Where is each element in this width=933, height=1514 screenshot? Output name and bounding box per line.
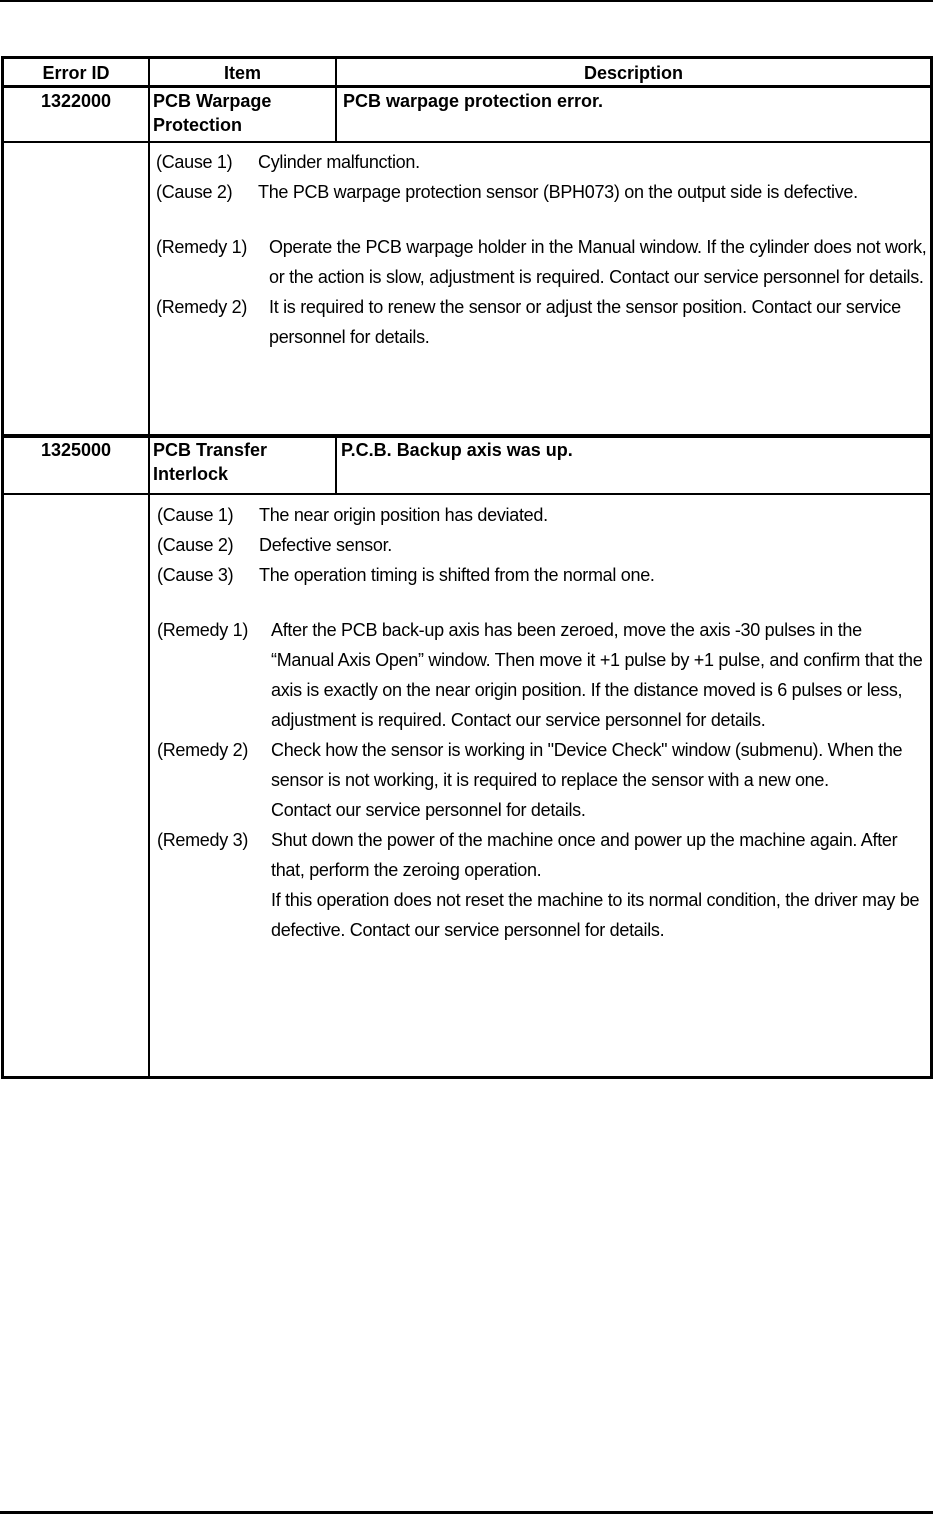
item-name [153, 438, 333, 486]
error-description: PCB warpage protection error. [343, 91, 604, 111]
remedy-text: It is required to renew the sensor or adjust the sensor position. Contact our service personnel for details. [269, 297, 901, 347]
remedy-label: (Remedy 1) [156, 237, 248, 257]
page-top-rule [0, 0, 933, 2]
col-divider [148, 56, 150, 1079]
header-description: Description [583, 63, 684, 83]
cause-label: (Cause 2) [157, 535, 234, 555]
remedy-text: Contact our service personnel for details. [271, 800, 586, 820]
remedy-text: If this operation does not reset the machine to its normal condition, the driver may be defective. Contact our service personnel for details. [271, 890, 920, 940]
cause-label: (Cause 1) [156, 152, 233, 172]
row-divider [1, 141, 932, 143]
cause-label: (Cause 1) [157, 505, 234, 525]
details-block [157, 500, 928, 945]
remedy-entry [157, 615, 928, 735]
cause-label: (Cause 2) [156, 182, 233, 202]
error-id: 1325000 [40, 440, 112, 460]
remedy-entry [157, 825, 928, 945]
cause-text: The near origin position has deviated. [259, 505, 548, 525]
item-name-line: PCB Transfer [153, 440, 268, 460]
cause-entry [157, 530, 928, 560]
header-error-id: Error ID [42, 63, 110, 83]
remedy-text: After the PCB back-up axis has been zeroed, move the axis -30 pulses in the “Manual Axis Open” window. Then move it +1 pulse by +1 pulse, and confirm that the axis is exactly on the near origin position. If the distance moved is 6 pulses or less, adjustment is required. Contact our service personnel for details. [271, 620, 923, 730]
error-description: P.C.B. Backup axis was up. [341, 440, 573, 460]
remedy-entry [156, 292, 928, 352]
cause-entry [157, 500, 928, 530]
remedy-entry [156, 232, 928, 292]
cause-text: The PCB warpage protection sensor (BPH073) on the output side is defective. [258, 182, 858, 202]
cause-text: Defective sensor. [259, 535, 392, 555]
remedy-label: (Remedy 2) [156, 297, 248, 317]
header-item: Item [223, 63, 261, 83]
remedy-label: (Remedy 2) [157, 740, 249, 760]
error-id: 1322000 [40, 91, 112, 111]
remedy-text: Shut down the power of the machine once and power up the machine again. After that, perform the zeroing operation. [271, 830, 898, 880]
cause-entry [156, 147, 928, 177]
item-name-line: Interlock [153, 464, 229, 484]
table-left-border [1, 56, 4, 1079]
col-divider [335, 434, 337, 495]
remedy-entry [157, 735, 928, 825]
item-name-line: PCB Warpage [153, 91, 272, 111]
details-block [156, 147, 928, 352]
item-name-line: Protection [153, 115, 243, 135]
cause-entry [156, 177, 928, 207]
remedy-label: (Remedy 3) [157, 830, 249, 850]
table-bottom-border [1, 1076, 932, 1079]
item-name [153, 89, 333, 137]
cause-text: Cylinder malfunction. [258, 152, 420, 172]
remedy-text: Check how the sensor is working in "Device Check" window (submenu). When the sensor is not working, it is required to replace the sensor with a new one. [271, 740, 903, 790]
cause-entry [157, 560, 928, 590]
cause-text: The operation timing is shifted from the normal one. [259, 565, 655, 585]
remedy-label: (Remedy 1) [157, 620, 249, 640]
cause-label: (Cause 3) [157, 565, 234, 585]
remedy-text: Operate the PCB warpage holder in the Manual window. If the cylinder does not work, or the action is slow, adjustment is required. Contact our service personnel for details. [269, 237, 927, 287]
row-divider [1, 493, 932, 495]
